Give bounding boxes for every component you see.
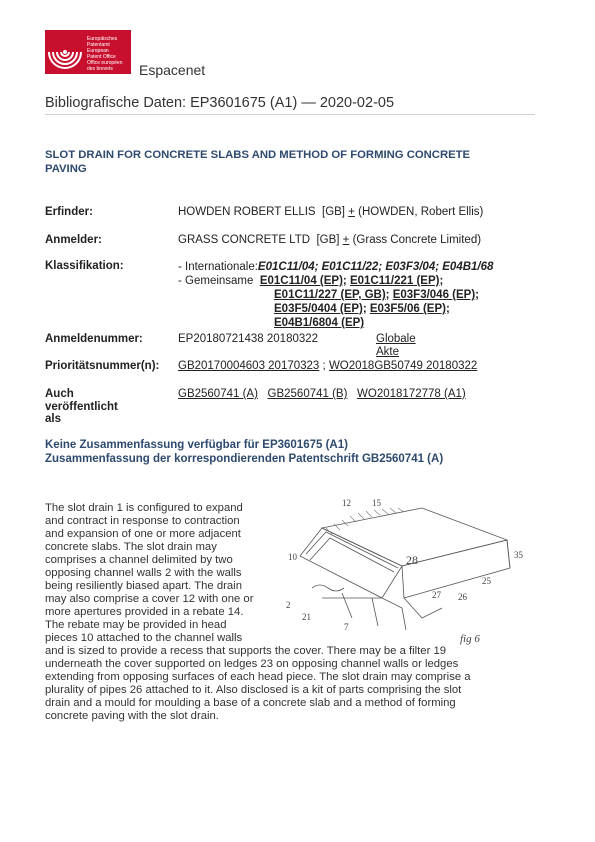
fig-label: 10 [288, 552, 297, 562]
applicant-value: GRASS CONCRETE LTD [GB] + (Grass Concrete Limited) [178, 234, 482, 246]
priority-link[interactable]: GB20170004603 20170323 [178, 360, 320, 372]
epo-logo-mark-icon [45, 30, 85, 74]
abstract-heading: Keine Zusammenfassung verfügbar für EP3601675 (A1) Zusammenfassung der korrespondierenden Patentschrift GB2560741 (A) [45, 439, 444, 465]
inventor-value: HOWDEN ROBERT ELLIS [GB] + (HOWDEN, Robert Ellis) [178, 206, 484, 218]
abstract-text: The slot drain 1 is configured to expand and contract in response to contraction and expansion of one or more adjacent concrete slabs. The slot drain may comprises a channel delimited by two opposing channel walls 2 with the walls being resiliently biased apart. The drain may also comprise a cover 12 with one or more apertures provided in a rebate 14. The rebate may be provided in head pieces 10 attached to the channel walls and is sized to provide a recess that supports the cover. There may be a filter 19 underneath the cover supported on ledges 23 on opposing channel walls or ledges extending from opposing surfaces of each head piece. The slot drain may comprise a plurality of pipes 26 attached to it. Also disclosed is a kit of parts comprising the slot drain and a mould for moulding a base of a concrete slab and a method of forming concrete paving with the slot drain. [45, 502, 471, 722]
fig-label: 27 [432, 590, 441, 600]
application-number-label: Anmeldenummer: [45, 333, 143, 345]
applicant-plus-icon[interactable]: + [342, 234, 350, 246]
priority-label: Prioritätsnummer(n): [45, 360, 160, 372]
also-published-values [178, 388, 466, 401]
fig-label: 35 [514, 550, 523, 560]
patent-title: SLOT DRAIN FOR CONCRETE SLABS AND METHOD OF FORMING CONCRETE PAVING [45, 149, 471, 175]
brand-name: Espacenet [139, 62, 206, 78]
priority-link[interactable]: WO2018GB50749 20180322 [328, 360, 478, 372]
classification-values: - Internationale:E01C11/04; E01C11/22; E03F3/04; E04B1/68 - Gemeinsame E01C11/04 (EP); E01C11/221 (EP); E01C11/227 (EP, GB); E03F3/046 (EP); E03F5/0404 (EP); E03F5/06 (EP); E04B1/6804 (EP) [178, 261, 494, 329]
epo-logo-text: Europäisches Patentamt European Patent Office Office européen des brevets [87, 36, 123, 72]
fig-label: 12 [342, 498, 351, 508]
fig-label: 2 [286, 600, 291, 610]
figure-caption: fig 6 [460, 633, 480, 645]
applicant-label: Anmelder: [45, 234, 102, 246]
title-divider [45, 114, 535, 115]
international-label: - Internationale: [178, 261, 258, 273]
inventor-label: Erfinder: [45, 206, 93, 218]
priority-values: GB20170004603 20170323 ; WO2018GB50749 20180322 [178, 360, 478, 372]
class-link[interactable]: E03F5/0404 (EP) [274, 303, 363, 315]
class-link[interactable]: E03F3/046 (EP) [392, 289, 476, 301]
class-link[interactable]: E01C11/221 (EP) [349, 275, 440, 287]
page-title: Bibliografische Daten: EP3601675 (A1) ― 2020-02-05 [45, 95, 395, 111]
class-link[interactable]: E01C11/04 (EP) [259, 275, 343, 287]
application-number-value: EP20180721438 20180322 [178, 333, 319, 345]
fig-label: 21 [302, 612, 311, 622]
fig-label: 25 [482, 576, 491, 586]
class-link[interactable]: E01C11/227 (EP, GB) [274, 289, 386, 301]
fig-label: 28 [406, 553, 418, 567]
class-link[interactable]: E04B1/6804 (EP) [274, 317, 365, 329]
epo-logo[interactable] [45, 30, 131, 74]
classification-label: Klassifikation: [45, 260, 124, 272]
publication-link[interactable]: WO2018172778 (A1) [357, 388, 466, 400]
publication-link[interactable]: GB2560741 (B) [267, 388, 348, 400]
class-link[interactable]: E03F5/06 (EP) [369, 303, 446, 315]
fig-label: 26 [458, 592, 467, 602]
also-published-label: Auch veröffentlicht als [45, 388, 118, 425]
inventor-plus-icon[interactable]: + [348, 206, 355, 218]
global-dossier-link[interactable]: Globale Akte [376, 333, 416, 358]
international-codes: E01C11/04; E01C11/22; E03F3/04; E04B1/68 [257, 261, 494, 273]
publication-link[interactable]: GB2560741 (A) [178, 388, 258, 400]
cooperative-label: - Gemeinsame [178, 275, 254, 287]
fig-label: 7 [344, 622, 349, 632]
fig-label: 15 [372, 498, 381, 508]
